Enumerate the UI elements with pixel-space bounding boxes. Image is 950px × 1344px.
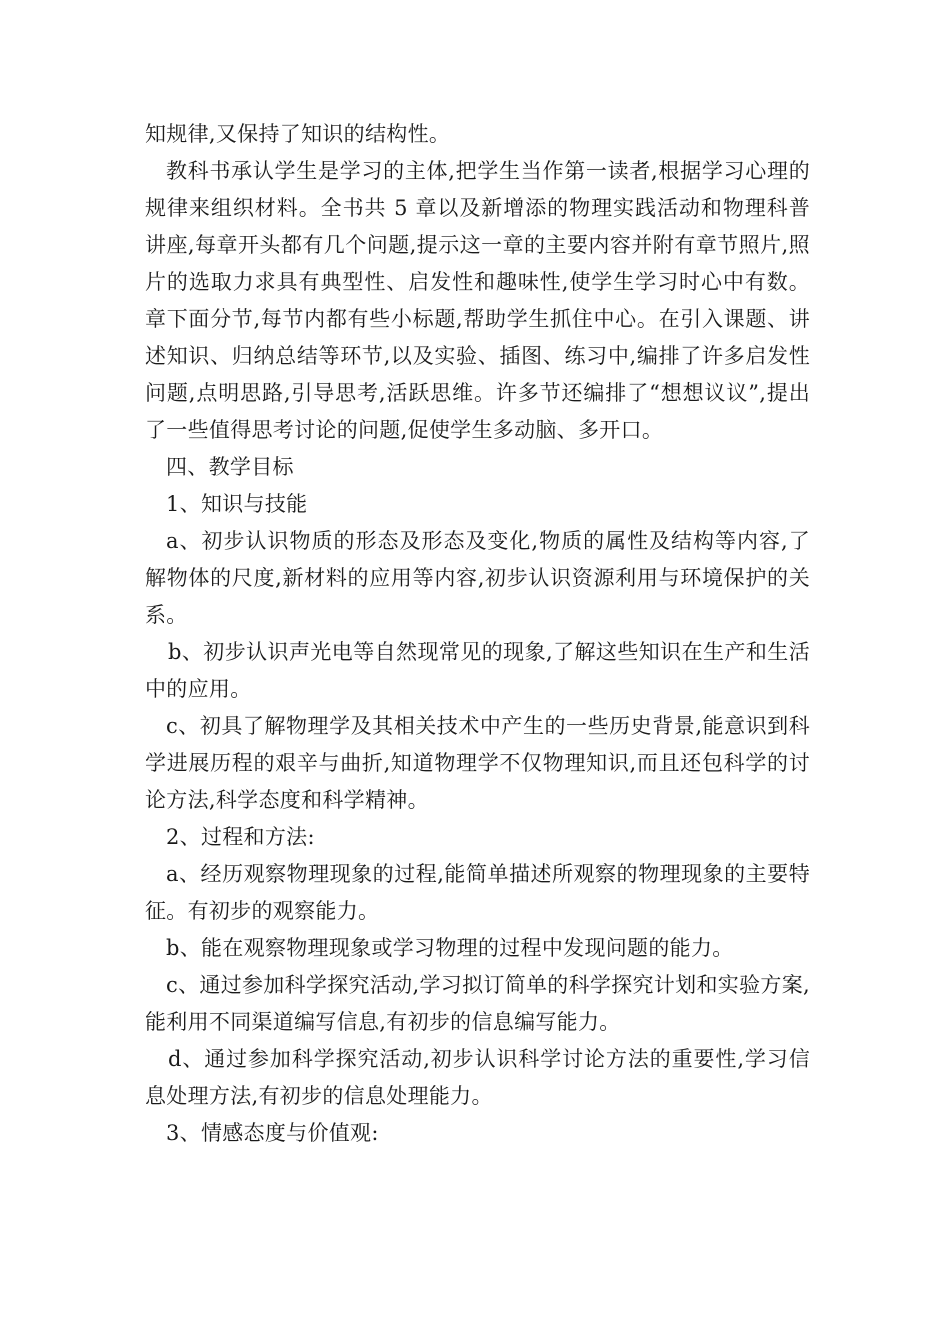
- list-item-process-c: c、通过参加科学探究活动,学习拟订简单的科学探究计划和实验方案,能利用不同渠道编写信息,有初步的信息编写能力。: [145, 973, 810, 1034]
- list-item-knowledge-b: b、初步认识声光电等自然现常见的现象,了解这些知识在生产和生活中的应用。: [145, 640, 810, 701]
- section-heading-teaching-goals: 四、教学目标: [166, 455, 294, 479]
- list-item-process-b: b、能在观察物理现象或学习物理的过程中发现问题的能力。: [166, 936, 734, 960]
- paragraph-textbook-structure: 教科书承认学生是学习的主体,把学生当作第一读者,根据学习心理的规律来组织材料。全书共 5 章以及新增添的物理实践活动和物理科普讲座,每章开头都有几个问题,提示这一章的主要内容并附有章节照片,照片的选取力求具有典型性、启发性和趣味性,使学生学习时心中有数。章下面分节,每节内都有些小标题,帮助学生抓住中心。在引入课题、讲述知识、归纳总结等环节,以及实验、插图、练习中,编排了许多启发性问题,点明思路,引导思考,活跃思维。许多节还编排了“想想议议”,提出了一些值得思考讨论的问题,促使学生多动脑、多开口。: [145, 159, 810, 442]
- list-item-process-a: a、经历观察物理现象的过程,能简单描述所观察的物理现象的主要特征。有初步的观察能力。: [145, 862, 810, 923]
- list-item-knowledge-c: c、初具了解物理学及其相关技术中产生的一些历史背景,能意识到科学进展历程的艰辛与曲折,知道物理学不仅物理知识,而且还包科学的讨论方法,科学态度和科学精神。: [145, 714, 810, 812]
- subheading-emotion-values: 3、情感态度与价值观:: [166, 1121, 379, 1145]
- subheading-process-methods: 2、过程和方法:: [166, 825, 315, 849]
- subheading-knowledge-skills: 1、知识与技能: [166, 492, 308, 516]
- document-body: [145, 116, 810, 1152]
- paragraph-continuation: 知规律,又保持了知识的结构性。: [145, 122, 451, 146]
- list-item-process-d: d、通过参加科学探究活动,初步认识科学讨论方法的重要性,学习信息处理方法,有初步的信息处理能力。: [145, 1047, 810, 1108]
- list-item-knowledge-a: a、初步认识物质的形态及形态及变化,物质的属性及结构等内容,了解物体的尺度,新材料的应用等内容,初步认识资源利用与环境保护的关系。: [145, 529, 810, 627]
